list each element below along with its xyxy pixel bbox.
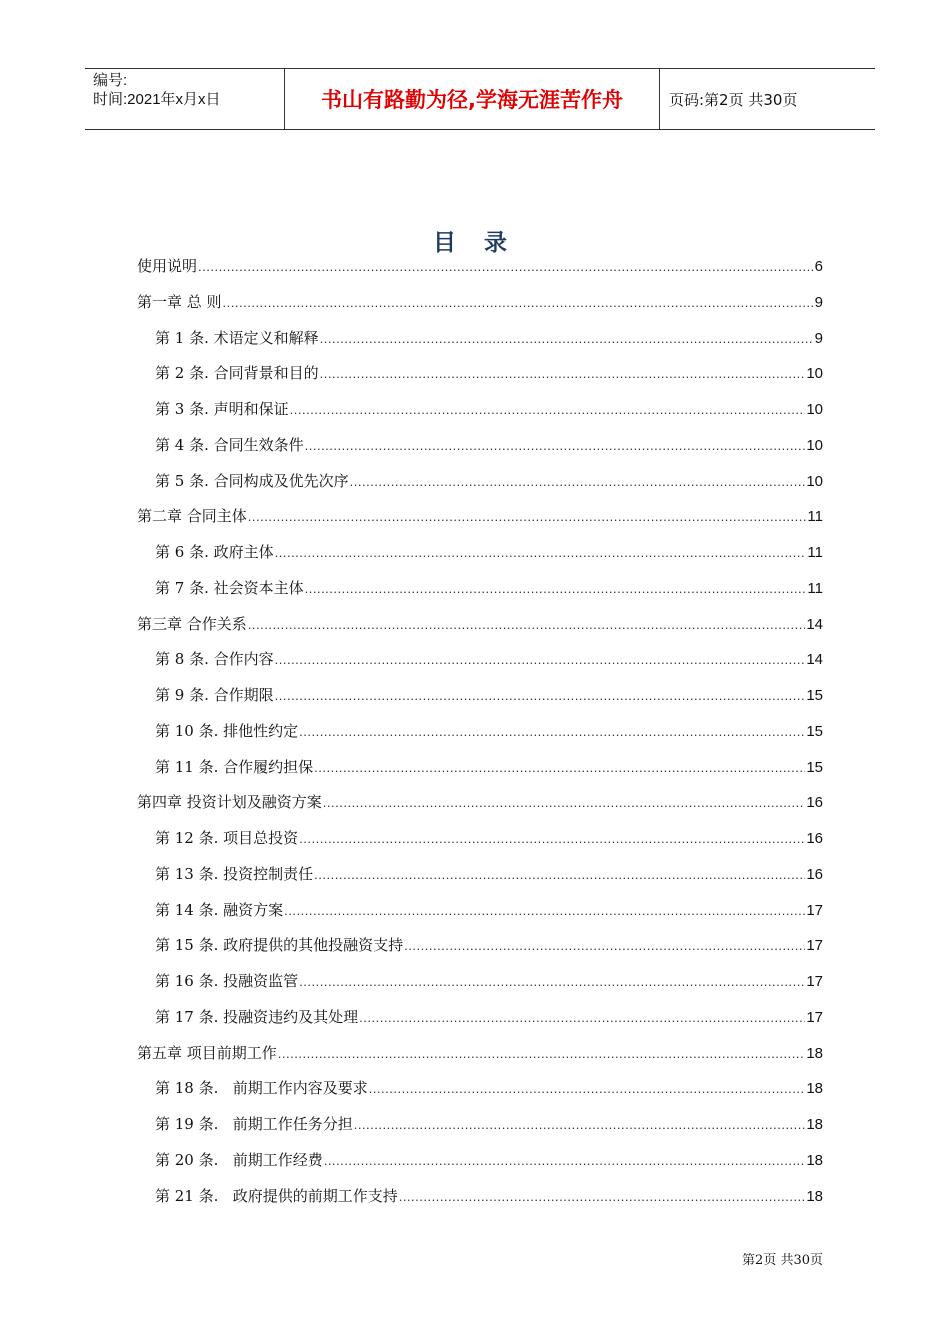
toc-entry-label: 第 16 条. 投融资监管 [155, 972, 299, 990]
toc-entry[interactable] [137, 607, 823, 643]
toc-dot-leader [248, 499, 807, 535]
toc-entry-label: 第 8 条. 合作内容 [155, 650, 274, 669]
toc-dot-leader [320, 356, 806, 392]
toc-entry-page: 10 [806, 365, 823, 383]
toc-entry-label: 第 19 条. 前期工作任务分担 [155, 1115, 353, 1133]
toc-entry-page: 10 [806, 472, 823, 490]
toc-entry-page: 16 [806, 830, 823, 847]
toc-entry-label: 使用说明 [137, 257, 198, 275]
toc-entry-page: 17 [806, 937, 823, 955]
toc-entry[interactable] [137, 1000, 823, 1036]
toc-title: 目 录 [432, 229, 517, 256]
toc-entry-label: 第 6 条. 政府主体 [155, 543, 274, 561]
toc-entry[interactable] [137, 321, 823, 357]
toc-entry[interactable] [137, 1143, 823, 1179]
number-label: 编号: [93, 72, 128, 89]
time-label: 时间:2021年x月x日 [93, 91, 221, 108]
toc-entry[interactable] [137, 356, 823, 392]
toc-entry-page: 14 [806, 615, 823, 633]
toc-entry[interactable] [137, 750, 823, 786]
page-header [85, 68, 875, 130]
toc-entry-label: 第一章 总 则 [137, 292, 222, 311]
toc-dot-leader [299, 714, 805, 750]
toc-entry[interactable] [137, 285, 823, 321]
toc-entry-page: 11 [807, 508, 823, 526]
toc-entry[interactable] [137, 249, 823, 285]
toc-entry-label: 第三章 合作关系 [137, 614, 247, 633]
toc-dot-leader [324, 1143, 806, 1179]
toc-entry-page: 15 [806, 687, 823, 704]
toc-entry-page: 17 [806, 973, 823, 990]
toc-entry-label: 第 11 条. 合作履约担保 [155, 757, 314, 776]
toc-entry[interactable] [137, 821, 823, 857]
toc-entry-label: 第 18 条. 前期工作内容及要求 [155, 1079, 368, 1098]
toc-entry-label: 第 9 条. 合作期限 [155, 686, 274, 704]
toc-dot-leader [275, 535, 807, 571]
toc-entry[interactable] [137, 428, 823, 464]
toc-dot-leader [399, 1179, 806, 1215]
table-of-contents [137, 249, 823, 1214]
toc-dot-leader [404, 928, 805, 964]
toc-entry-label: 第 5 条. 合同构成及优先次序 [155, 471, 349, 490]
toc-entry-page: 16 [806, 865, 823, 883]
toc-entry[interactable] [137, 571, 823, 607]
toc-entry-label: 第 20 条. 前期工作经费 [155, 1150, 323, 1169]
toc-dot-leader [278, 1036, 806, 1072]
toc-dot-leader [223, 285, 814, 321]
toc-dot-leader [290, 392, 806, 428]
toc-entry-page: 18 [806, 1151, 823, 1169]
toc-entry-page: 18 [806, 1080, 823, 1098]
toc-entry-label: 第 13 条. 投资控制责任 [155, 864, 314, 883]
toc-dot-leader [248, 607, 806, 643]
toc-dot-leader [275, 642, 806, 678]
toc-entry-label: 第五章 项目前期工作 [137, 1043, 277, 1062]
toc-entry-label: 第 15 条. 政府提供的其他投融资支持 [155, 936, 404, 955]
toc-entry[interactable] [137, 1107, 823, 1143]
toc-entry[interactable] [137, 535, 823, 571]
toc-entry-page: 15 [806, 758, 823, 776]
toc-entry[interactable] [137, 464, 823, 500]
toc-dot-leader [359, 1000, 805, 1036]
toc-entry-page: 11 [807, 544, 823, 561]
toc-entry[interactable] [137, 499, 823, 535]
toc-dot-leader [320, 321, 814, 357]
toc-entry-label: 第 21 条. 政府提供的前期工作支持 [155, 1186, 398, 1205]
toc-entry-page: 6 [814, 258, 823, 275]
toc-entry[interactable] [137, 1036, 823, 1072]
toc-entry-label: 第 14 条. 融资方案 [155, 900, 284, 919]
page-footer: 第2页 共30页 [742, 1253, 823, 1268]
toc-entry-page: 16 [806, 794, 823, 812]
toc-entry-label: 第 4 条. 合同生效条件 [155, 435, 304, 454]
toc-dot-leader [369, 1071, 806, 1107]
toc-dot-leader [284, 893, 805, 929]
toc-entry-page: 18 [806, 1116, 823, 1133]
toc-entry[interactable] [137, 964, 823, 1000]
toc-entry[interactable] [137, 1179, 823, 1215]
toc-dot-leader [299, 964, 805, 1000]
toc-entry-page: 11 [807, 579, 823, 597]
toc-entry[interactable] [137, 392, 823, 428]
toc-dot-leader [323, 785, 806, 821]
toc-entry-label: 第 2 条. 合同背景和目的 [155, 364, 319, 383]
toc-dot-leader [314, 857, 805, 893]
toc-entry-page: 9 [814, 293, 823, 311]
toc-dot-leader [305, 428, 806, 464]
toc-entry-label: 第 7 条. 社会资本主体 [155, 578, 304, 597]
toc-entry-page: 17 [806, 901, 823, 919]
toc-entry-label: 第 17 条. 投融资违约及其处理 [155, 1007, 359, 1026]
toc-entry[interactable] [137, 678, 823, 714]
toc-entry-page: 17 [806, 1008, 823, 1026]
toc-entry-page: 18 [806, 1044, 823, 1062]
header-page-info: 页码:第2页 共30页 [669, 90, 798, 109]
toc-dot-leader [299, 821, 805, 857]
toc-entry-label: 第二章 合同主体 [137, 507, 247, 526]
toc-entry-label: 第 10 条. 排他性约定 [155, 721, 299, 740]
toc-entry[interactable] [137, 857, 823, 893]
toc-entry[interactable] [137, 928, 823, 964]
toc-entry-label: 第 3 条. 声明和保证 [155, 400, 289, 418]
toc-entry[interactable] [137, 893, 823, 929]
header-meta [85, 69, 285, 129]
toc-dot-leader [198, 249, 814, 285]
toc-dot-leader [354, 1107, 806, 1143]
toc-entry-label: 第四章 投资计划及融资方案 [137, 793, 322, 812]
toc-entry-page: 15 [806, 722, 823, 740]
toc-entry-page: 18 [806, 1187, 823, 1205]
header-motto: 书山有路勤为径,学海无涯苦作舟 [285, 69, 660, 129]
toc-entry[interactable] [137, 714, 823, 750]
toc-entry-page: 10 [806, 436, 823, 454]
toc-dot-leader [314, 750, 805, 786]
toc-dot-leader [275, 678, 806, 714]
toc-dot-leader [305, 571, 807, 607]
toc-entry[interactable] [137, 642, 823, 678]
toc-entry-label: 第 12 条. 项目总投资 [155, 829, 299, 847]
toc-dot-leader [350, 464, 806, 500]
toc-entry-label: 第 1 条. 术语定义和解释 [155, 328, 319, 347]
toc-entry[interactable] [137, 1071, 823, 1107]
toc-entry-page: 10 [806, 401, 823, 418]
toc-entry-page: 9 [814, 329, 823, 347]
toc-entry-page: 14 [806, 651, 823, 669]
toc-entry[interactable] [137, 785, 823, 821]
